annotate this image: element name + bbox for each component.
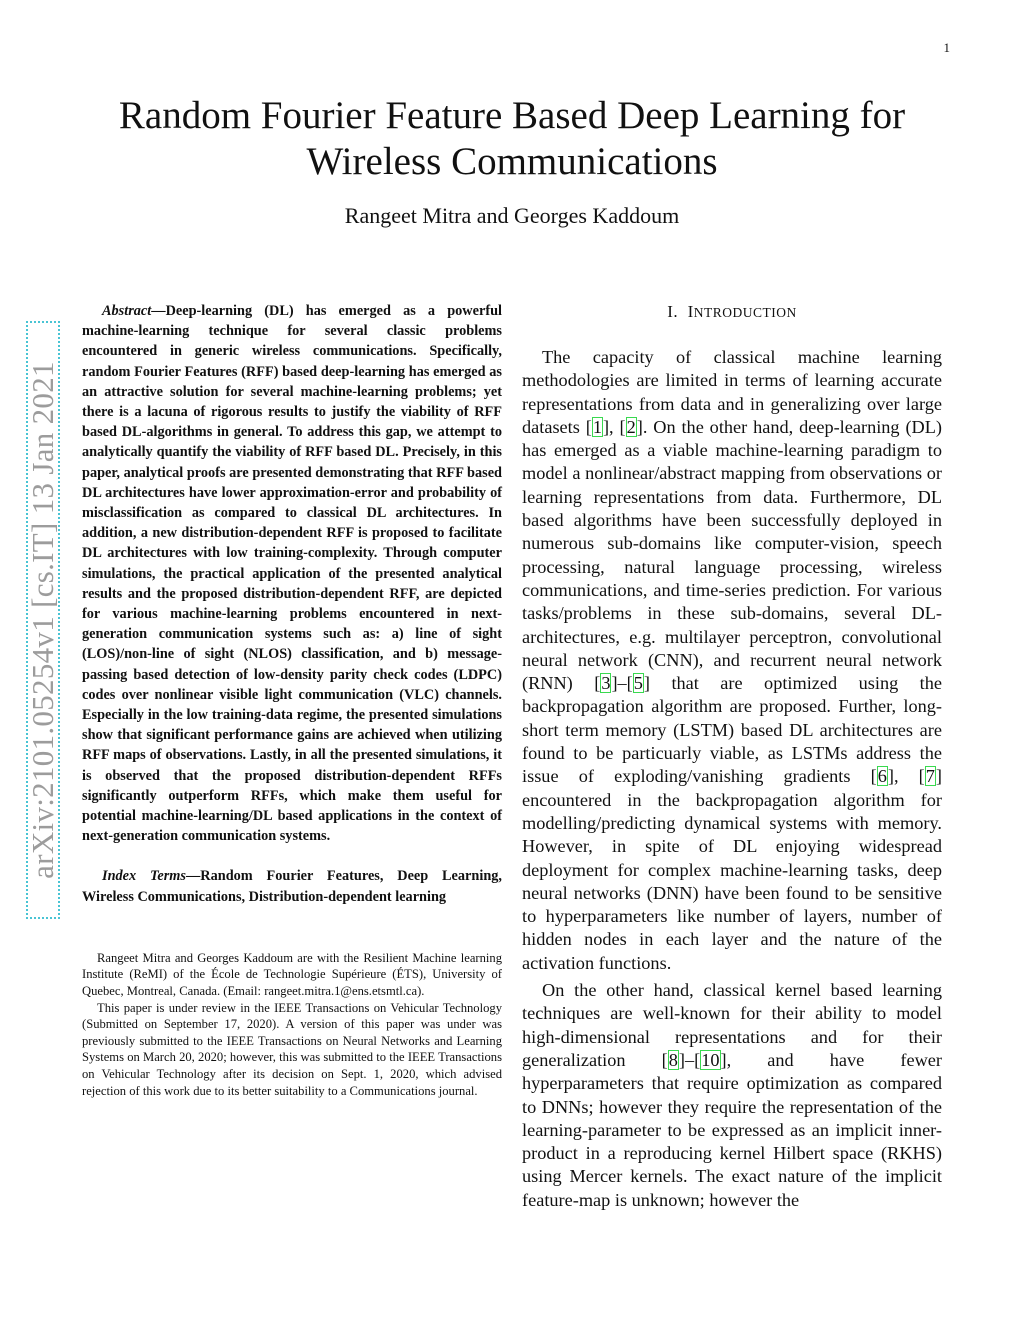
abstract [82,301,502,846]
citation-link[interactable]: 1 [592,416,602,437]
citation-link[interactable]: 5 [633,673,643,694]
left-column [82,301,502,1099]
arxiv-stamp[interactable]: arXiv:2101.05254v1 [cs.IT] 13 Jan 2021 [30,325,56,915]
text-run: ] that are optimized using the backpropagation algorithm are proposed. Further, long-short term memory (LSTM) based DL architectures are found to be particuarly viable, as LSTMs address the issue of exploding/vanishing gradients [ [522,673,942,787]
citation-link[interactable]: 10 [701,1049,720,1070]
right-column [522,300,942,1212]
text-run: ]–[ [678,1049,701,1070]
text-run: ]. On the other hand, deep-learning (DL) has emerged as a viable machine-learning paradigm to model a nonlinear/abstract mapping from observations or learning representations from data. Furthermore, DL based algorithms have been successfully deployed in numerous sub-domains like computer-vision, speech processing, natural language processing, wireless communications, and time-series prediction. For various tasks/problems in these sub-domains, several DL-architectures, e.g. multilayer perceptron, convolutional neural network (CNN), and recurrent neural network (RNN) [ [522,416,942,694]
intro-paragraph-2 [522,979,942,1212]
section-heading-introduction [522,300,942,325]
section-numeral: I. [667,302,679,321]
citation-link[interactable]: 8 [668,1049,678,1070]
citation-link[interactable]: 7 [925,766,935,787]
text-run: The capacity of classical machine learning methodologies are limited in terms of learning accurate representations from data and in generalizing over large datasets [ [522,347,942,437]
text-run: ], [ [887,766,925,787]
citation-link[interactable]: 6 [877,766,887,787]
text-run: ] encountered in the backpropagation algorithm for modelling/predicting dynamical systems with memory. However, in spite of DL enjoying widespread deployment for complex machine-learning tasks, deep neural networks (DNN) have been found to be sensitive to hyperparameters like number of layers, number of hidden nodes in each layer and the nature of the activation functions. [522,766,942,973]
section-heading-initial: I [687,302,694,321]
index-terms-label: Index Terms [102,868,186,885]
text-run: ]–[ [611,673,633,694]
index-terms [82,866,502,906]
text-run: ], and have fewer hyperparameters that require optimization as compared to DNNs; however they require the representation of the learning-parameter to be expressed as an implicit inner-product in a reproducing kernel Hilbert space (RKHS) using Mercer kernels. The exact nature of the implicit feature-map is unknown; however the [522,1049,942,1210]
footnote-review-note: This paper is under review in the IEEE Transactions on Vehicular Technology (Submitted on September 17, 2020). A version of this paper was under was previously submitted to the IEEE Transactions on Neural Networks and Learning Systems on March 20, 2020; however, this was submitted to the IEEE Transactions on Vehicular Technology after its decision on Sept. 1, 2020, which advised rejection of this work due to its better suitability to a Communications journal. [82,1000,502,1098]
paper-authors: Rangeet Mitra and Georges Kaddoum [344,203,680,228]
page-number: 1 [943,40,950,55]
text-run: On the other hand, classical kernel based learning techniques are well-known for their ability to model high-dimensional representations and for their generalization [ [522,980,942,1070]
paper-title: Random Fourier Feature Based Deep Learning for Wireless Communications [118,94,906,183]
section-heading-rest: NTRODUCTION [693,305,797,320]
index-terms-text: —Random Fourier Features, Deep Learning, Wireless Communications, Distribution-dependent learning [82,868,502,905]
intro-paragraph-1 [522,346,942,975]
citation-link[interactable]: 3 [601,673,611,694]
footnote-affiliation: Rangeet Mitra and Georges Kaddoum are with the Resilient Machine learning Institute (ReMI) of the École de Technologie Supérieure (ÉTS), University of Quebec, Montreal, Canada. (Email: rangeet.mitra.1@ens.etsmtl.ca). [82,950,502,999]
abstract-label: Abstract [102,303,152,319]
text-run: ], [ [602,416,626,437]
citation-link[interactable]: 2 [626,416,636,437]
abstract-text: —Deep-learning (DL) has emerged as a powerful machine-learning technique for several classic problems encountered in generic wireless communications. Specifically, random Fourier Features (RFF) based deep-learning has emerged as an attractive solution for several machine-learning problems; yet there is a lacuna of rigorous results to justify the viability of RFF based DL-algorithms in general. To address this gap, we attempt to analytically quantify the viability of RFF based DL. Precisely, in this paper, analytical proofs are presented demonstrating that RFF based DL architectures have lower approximation-error and probability of misclassification as compared to classical DL architectures. In addition, a new distribution-dependent RFF is proposed to facilitate DL architectures with low training-complexity. Through computer simulations, the practical application of the presented analytical results and the proposed distribution-dependent RFF, are depicted for various machine-learning problems encountered in next-generation communication systems such as: a) line of sight (LOS)/non-line of sight (NLOS) classification, and b) message-passing based detection of low-density parity check codes (LDPC) codes over nonlinear visible light communication (VLC) channels. Especially in the low training-data regime, the presented simulations show that significant performance gains are achieved when utilizing RFF maps of observations. Lastly, in all the presented simulations, it is observed that the proposed distribution-dependent RFFs significantly outperform RFFs, which make them useful for potential machine-learning/DL based applications in the context of next-generation communication systems. [82,303,502,845]
